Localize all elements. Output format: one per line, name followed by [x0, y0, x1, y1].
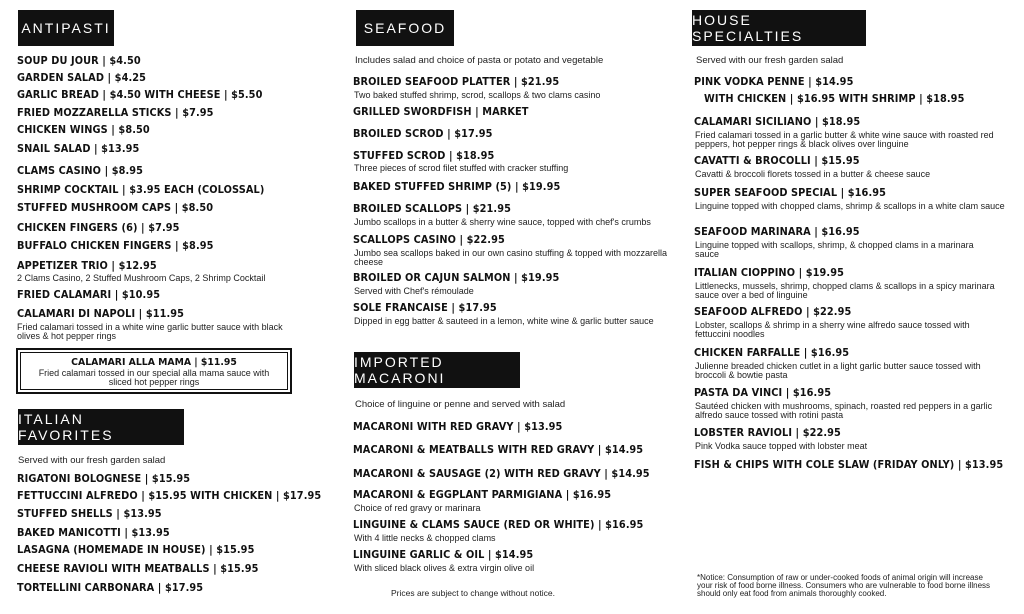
item-description: Lobster, scallops & shrimp in a sherry wine alfredo sauce tossed with fettuccini noodles [695, 320, 970, 339]
menu-item: FISH & CHIPS WITH COLE SLAW (FRIDAY ONLY) | $13.95 [694, 459, 1004, 471]
menu-item: STUFFED SHELLS | $13.95 [17, 508, 162, 520]
item-description: Julienne breaded chicken cutlet in a light garlic butter sauce tossed with broccoli & bowtie pasta [695, 361, 981, 380]
menu-item: BROILED SEAFOOD PLATTER | $21.95 [353, 76, 560, 88]
menu-item: CHICKEN FARFALLE | $16.95 [694, 347, 850, 359]
special-box-inner [20, 352, 288, 390]
menu-item: STUFFED SCROD | $18.95 [353, 150, 495, 162]
item-description: Littlenecks, mussels, shrimp, chopped clams & scallops in a spicy marinara sauce over a bed of linguine [695, 281, 995, 300]
item-description: Two baked stuffed shrimp, scrod, scallops & two clams casino [354, 90, 601, 100]
item-description: Choice of red gravy or marinara [354, 503, 481, 513]
menu-item: LASAGNA (HOMEMADE IN HOUSE) | $15.95 [17, 544, 255, 556]
item-description: Fried calamari tossed in a garlic butter & white wine sauce with roasted red peppers, hot pepper rings & black olives over linguine [695, 130, 994, 149]
item-description: Linguine topped with chopped clams, shrimp & scallops in a white clam sauce [695, 201, 1005, 211]
menu-item: ITALIAN CIOPPINO | $19.95 [694, 267, 844, 279]
menu-item: SOLE FRANCAISE | $17.95 [353, 302, 497, 314]
imported-macaroni-header: IMPORTED MACARONI [354, 352, 520, 388]
item-description: Served with Chef's rémoulade [354, 286, 474, 296]
item-description: Pink Vodka sauce topped with lobster meat [695, 441, 868, 451]
prices-disclaimer: Prices are subject to change without notice. [391, 588, 555, 598]
menu-item: WITH CHICKEN | $16.95 WITH SHRIMP | $18.95 [704, 93, 965, 105]
menu-item: SHRIMP COCKTAIL | $3.95 EACH (COLOSSAL) [17, 184, 265, 196]
menu-item: SEAFOOD MARINARA | $16.95 [694, 226, 860, 238]
menu-item: LINGUINE GARLIC & OIL | $14.95 [353, 549, 534, 561]
menu-item: LOBSTER RAVIOLI | $22.95 [694, 427, 841, 439]
special-description: Fried calamari tossed in our special alla mama sauce with sliced hot pepper rings [38, 368, 270, 387]
menu-item: MACARONI & MEATBALLS WITH RED GRAVY | $14.95 [353, 444, 644, 456]
item-description: Linguine topped with scallops, shrimp, & chopped clams in a marinara sauce [695, 240, 974, 259]
item-description: Dipped in egg batter & sauteed in a lemon, white wine & garlic butter sauce [354, 316, 654, 326]
menu-item: BROILED OR CAJUN SALMON | $19.95 [353, 272, 560, 284]
menu-item: GRILLED SWORDFISH | MARKET [353, 106, 529, 118]
menu-item: STUFFED MUSHROOM CAPS | $8.50 [17, 202, 214, 214]
item-description: Jumbo scallops in a butter & sherry wine sauce, topped with chef's crumbs [354, 217, 651, 227]
menu-item: BROILED SCALLOPS | $21.95 [353, 203, 512, 215]
menu-item: SCALLOPS CASINO | $22.95 [353, 234, 505, 246]
menu-item: CHICKEN WINGS | $8.50 [17, 124, 150, 136]
section-subtitle: Includes salad and choice of pasta or potato and vegetable [355, 55, 604, 66]
menu-item: CALAMARI DI NAPOLI | $11.95 [17, 308, 185, 320]
menu-item: GARLIC BREAD | $4.50 WITH CHEESE | $5.50 [17, 89, 263, 101]
food-safety-notice: *Notice: Consumption of raw or under-cooked foods of animal origin will increase your risk of food borne illness. Consumers who are vulnerable to food borne illness should only eat food from animals thoroughly cooked. [697, 573, 991, 598]
italian-favorites-header: ITALIAN FAVORITES [18, 409, 184, 445]
menu-item: MACARONI WITH RED GRAVY | $13.95 [353, 421, 563, 433]
menu-item: FRIED MOZZARELLA STICKS | $7.95 [17, 107, 214, 119]
item-description: Fried calamari tossed in a white wine garlic butter sauce with black olives & hot pepper rings [17, 322, 283, 341]
menu-item: SEAFOOD ALFREDO | $22.95 [694, 306, 852, 318]
antipasti-header: ANTIPASTI [18, 10, 114, 46]
special-box [16, 348, 292, 394]
menu-item: MACARONI & EGGPLANT PARMIGIANA | $16.95 [353, 489, 612, 501]
menu-item: RIGATONI BOLOGNESE | $15.95 [17, 473, 191, 485]
menu-item: PINK VODKA PENNE | $14.95 [694, 76, 854, 88]
menu-item: BUFFALO CHICKEN FINGERS | $8.95 [17, 240, 214, 252]
menu-item: GARDEN SALAD | $4.25 [17, 72, 147, 84]
menu-item: BROILED SCROD | $17.95 [353, 128, 493, 140]
menu-item: TORTELLINI CARBONARA | $17.95 [17, 582, 204, 594]
seafood-header: SEAFOOD [356, 10, 454, 46]
menu-item: CHICKEN FINGERS (6) | $7.95 [17, 222, 180, 234]
section-subtitle: Served with our fresh garden salad [18, 455, 166, 466]
menu-item: CALAMARI SICILIANO | $18.95 [694, 116, 861, 128]
item-description: Sautéed chicken with mushrooms, spinach, roasted red peppers in a garlic alfredo sauce tossed with rotini pasta [695, 401, 993, 420]
menu-item: SOUP DU JOUR | $4.50 [17, 55, 141, 67]
special-title: CALAMARI ALLA MAMA | $11.95 [71, 357, 237, 368]
item-description: With sliced black olives & extra virgin olive oil [354, 563, 535, 573]
item-description: Jumbo sea scallops baked in our own casino stuffing & topped with mozzarella cheese [354, 248, 668, 267]
section-subtitle: Served with our fresh garden salad [696, 55, 844, 66]
menu-item: PASTA DA VINCI | $16.95 [694, 387, 832, 399]
menu-item: APPETIZER TRIO | $12.95 [17, 260, 157, 272]
menu-item: CLAMS CASINO | $8.95 [17, 165, 144, 177]
item-description: 2 Clams Casino, 2 Stuffed Mushroom Caps, 2 Shrimp Cocktail [17, 273, 266, 283]
menu-item: CAVATTI & BROCOLLI | $15.95 [694, 155, 860, 167]
item-description: Three pieces of scrod filet stuffed with cracker stuffing [354, 163, 569, 173]
menu-item: SUPER SEAFOOD SPECIAL | $16.95 [694, 187, 887, 199]
menu-item: LINGUINE & CLAMS SAUCE (RED OR WHITE) | $16.95 [353, 519, 644, 531]
menu-item: MACARONI & SAUSAGE (2) WITH RED GRAVY | $14.95 [353, 468, 650, 480]
menu-item: CHEESE RAVIOLI WITH MEATBALLS | $15.95 [17, 563, 259, 575]
menu-item: FRIED CALAMARI | $10.95 [17, 289, 161, 301]
menu-item: FETTUCCINI ALFREDO | $15.95 WITH CHICKEN | $17.95 [17, 490, 322, 502]
section-subtitle: Choice of linguine or penne and served with salad [355, 399, 566, 410]
menu-item: BAKED STUFFED SHRIMP (5) | $19.95 [353, 181, 561, 193]
menu-item: BAKED MANICOTTI | $13.95 [17, 527, 170, 539]
menu-item: SNAIL SALAD | $13.95 [17, 143, 140, 155]
item-description: Cavatti & broccoli florets tossed in a butter & cheese sauce [695, 169, 931, 179]
house-specialties-header: HOUSE SPECIALTIES [692, 10, 866, 46]
item-description: With 4 little necks & chopped clams [354, 533, 496, 543]
